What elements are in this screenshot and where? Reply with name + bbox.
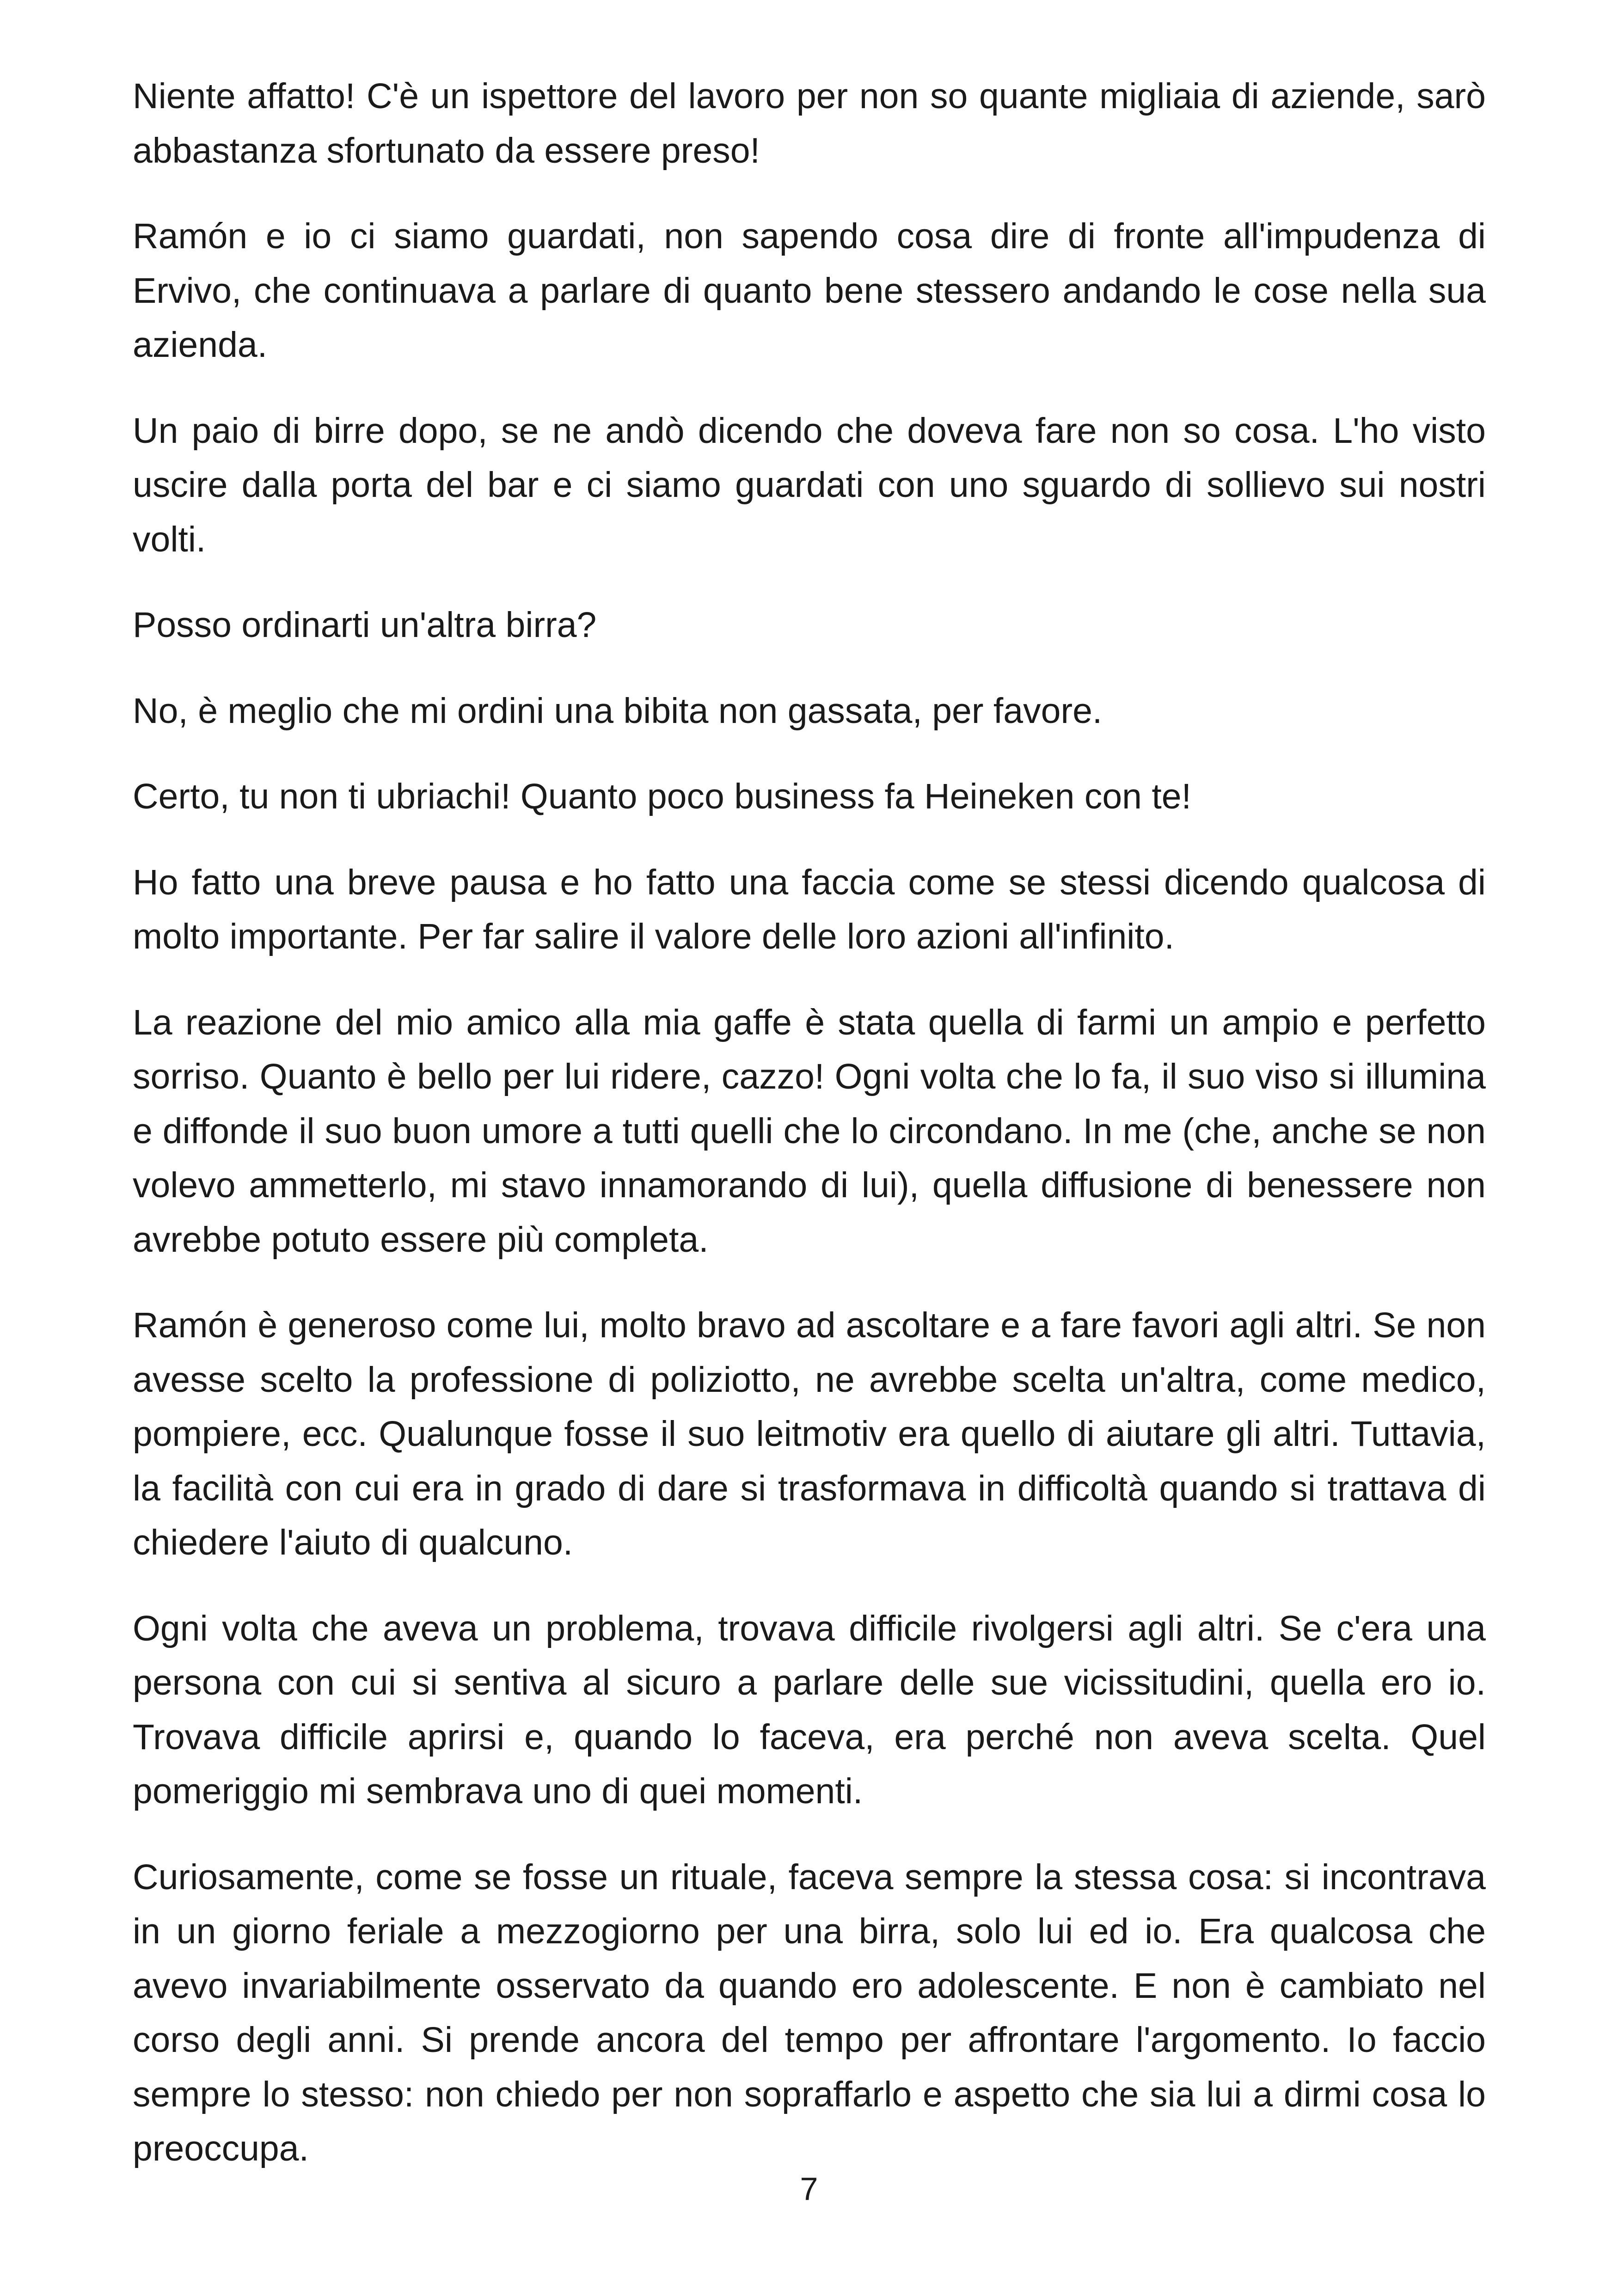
paragraph: Certo, tu non ti ubriachi! Quanto poco business fa Heineken con te! (133, 777, 1191, 816)
paragraph: Niente affatto! C'è un ispettore del lavoro per non so quante migliaia di aziende, sarò abbastanza sfortunato da essere preso! (133, 76, 1486, 171)
paragraph: Ogni volta che aveva un problema, trovava difficile rivolgersi agli altri. Se c'era una persona con cui si sentiva al sicuro a parlare delle sue vicissitudini, quella ero io. Trovava difficile aprirsi e, quando lo faceva, era perché non aveva scelta. Quel pomeriggio mi sembrava uno di quei momenti. (133, 1608, 1486, 1811)
paragraph: La reazione del mio amico alla mia gaffe è stata quella di farmi un ampio e perfetto sorriso. Quanto è bello per lui ridere, cazzo! Ogni volta che lo fa, il suo viso si illumina e diffonde il suo buon umore a tutti quelli che lo circondano. In me (che, anche se non volevo ammetterlo, mi stavo innamorando di lui), quella diffusione di benessere non avrebbe potuto essere più completa. (133, 1002, 1486, 1260)
body-text (133, 69, 1486, 2176)
paragraph: Curiosamente, come se fosse un rituale, faceva sempre la stessa cosa: si incontrava in un giorno feriale a mezzogiorno per una birra, solo lui ed io. Era qualcosa che avevo invariabilmente osservato da quando ero adolescente. E non è cambiato nel corso degli anni. Si prende ancora del tempo per affrontare l'argomento. Io faccio sempre lo stesso: non chiedo per non sopraffarlo e aspetto che sia lui a dirmi cosa lo preoccupa. (133, 1857, 1486, 2168)
paragraph: Ramón è generoso come lui, molto bravo ad ascoltare e a fare favori agli altri. Se non avesse scelto la professione di poliziotto, ne avrebbe scelta un'altra, come medico, pompiere, ecc. Qualunque fosse il suo leitmotiv era quello di aiutare gli altri. Tuttavia, la facilità con cui era in grado di dare si trasformava in difficoltà quando si trattava di chiedere l'aiuto di qualcuno. (133, 1305, 1486, 1562)
paragraph: Ho fatto una breve pausa e ho fatto una faccia come se stessi dicendo qualcosa di molto importante. Per far salire il valore delle loro azioni all'infinito. (133, 862, 1486, 956)
paragraph: No, è meglio che mi ordini una bibita non gassata, per favore. (133, 691, 1103, 731)
paragraph: Posso ordinarti un'altra birra? (133, 605, 597, 645)
paragraph: Ramón e io ci siamo guardati, non sapendo cosa dire di fronte all'impudenza di Ervivo, che continuava a parlare di quanto bene stessero andando le cose nella sua azienda. (133, 216, 1486, 365)
page-number: 7 (800, 2171, 818, 2207)
paragraph: Un paio di birre dopo, se ne andò dicendo che doveva fare non so cosa. L'ho visto uscire dalla porta del bar e ci siamo guardati con uno sguardo di sollievo sui nostri volti. (133, 410, 1486, 559)
